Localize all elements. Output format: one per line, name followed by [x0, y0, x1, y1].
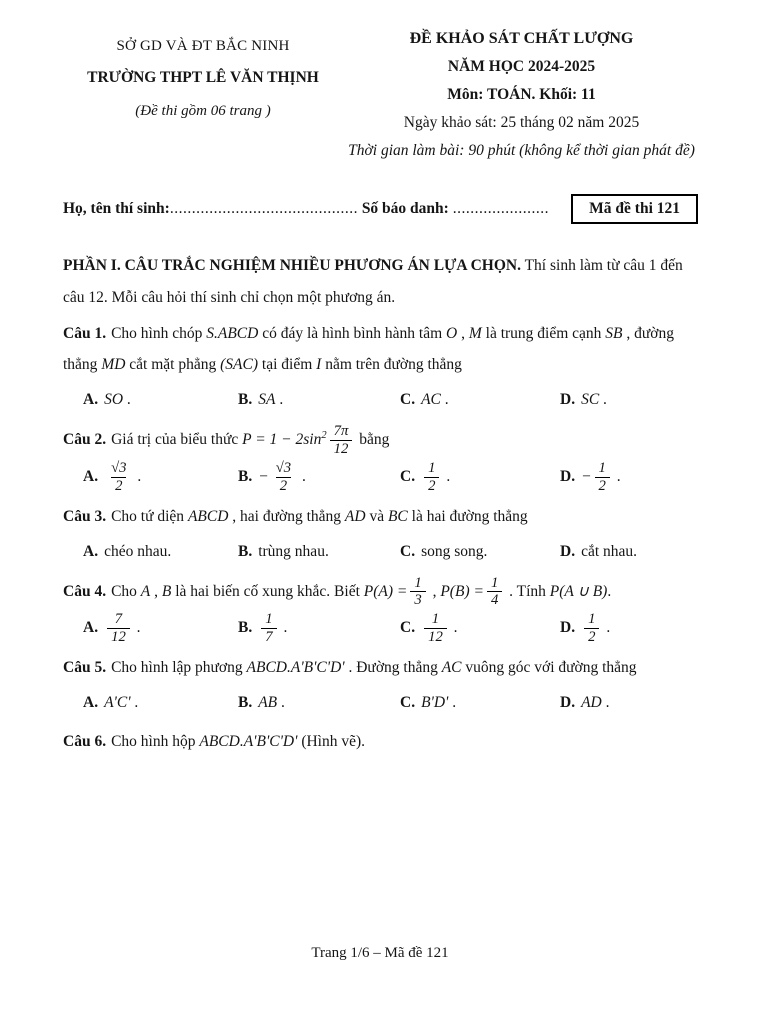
fraction: [595, 460, 610, 495]
fraction-numerator: 1: [598, 459, 606, 476]
fraction-denominator: 2: [276, 477, 291, 495]
math-segment: B: [161, 582, 172, 600]
text-segment: bằng: [355, 431, 390, 449]
fraction-numerator: 1: [414, 574, 422, 591]
answer-option: [560, 460, 700, 495]
text-segment: .: [298, 467, 306, 485]
fraction-denominator: 12: [107, 628, 130, 646]
answer-option-label: B.: [238, 619, 253, 637]
answer-option-label: C.: [400, 694, 416, 712]
question-5-options: [63, 686, 700, 720]
text-segment: .: [123, 391, 131, 409]
answer-option: [238, 537, 400, 566]
fraction-denominator: 7: [261, 628, 276, 646]
fraction-numerator: 1: [490, 574, 499, 591]
exam-header: [63, 30, 700, 160]
fraction: [584, 611, 599, 646]
text-segment: , đường thẳng: [63, 324, 674, 374]
answer-option-label: C.: [400, 467, 416, 485]
text-segment: .: [275, 391, 284, 409]
math-segment: S.ABCD: [206, 324, 259, 342]
math-segment: B'D': [421, 694, 449, 712]
answer-option-label: A.: [83, 542, 99, 560]
math-segment: ABCD.A'B'C'D': [246, 659, 345, 677]
answer-option-label: A.: [83, 467, 99, 485]
text-segment: .: [133, 467, 142, 485]
exam-duration: Thời gian làm bài: 90 phút (không kể thời gian phát đề): [348, 142, 695, 159]
answer-option: [400, 688, 560, 717]
math-segment: P(A) =: [363, 582, 408, 600]
candidate-info-row: [63, 194, 700, 224]
text-segment: Cho hình hộp: [111, 732, 200, 750]
text-segment: .: [448, 694, 457, 712]
answer-option: [238, 385, 400, 414]
exam-code-box: Mã đề thi 121: [571, 194, 698, 224]
question-6: [63, 726, 700, 758]
fraction-numerator: √3: [275, 459, 292, 476]
answer-option-label: D.: [560, 619, 576, 637]
header-school-block: [63, 30, 343, 160]
fraction: [487, 575, 502, 610]
question-3-options: [63, 535, 700, 569]
text-segment: Cho hình chóp: [111, 324, 207, 342]
fraction-denominator: 2: [424, 477, 439, 495]
fraction-numerator: 1: [588, 611, 596, 628]
text-segment: , hai đường thẳng: [228, 507, 345, 525]
fraction: [330, 423, 353, 458]
answer-option: [560, 611, 700, 646]
answer-option: [560, 385, 700, 414]
math-segment: (SAC): [220, 356, 259, 374]
text-segment: vuông góc với đường thẳng: [461, 659, 637, 677]
answer-option: [400, 385, 560, 414]
fraction-denominator: 3: [410, 591, 425, 609]
fraction: [424, 611, 447, 646]
text-segment: song song.: [421, 542, 488, 560]
math-segment: −: [581, 467, 592, 485]
fraction: [107, 460, 130, 495]
question-2-options: [63, 460, 700, 495]
text-segment: .: [612, 467, 621, 485]
question-label: Câu 2.: [63, 431, 107, 449]
answer-option-label: B.: [238, 694, 253, 712]
text-segment: .: [607, 582, 612, 600]
math-segment: ABCD.A'B'C'D': [199, 732, 298, 750]
candidate-fields: [63, 200, 549, 218]
answer-option-label: B.: [238, 391, 253, 409]
answer-option: [83, 688, 238, 717]
answer-option-label: C.: [400, 391, 416, 409]
fraction: [424, 460, 439, 495]
candidate-name-label: Họ, tên thí sinh:: [63, 200, 170, 217]
answer-option-label: A.: [83, 391, 99, 409]
question-3: [63, 501, 700, 533]
math-segment: P = 1 − 2sin: [242, 431, 322, 449]
text-segment: . Đường thẳng: [344, 659, 442, 677]
math-segment: P(B) =: [440, 582, 484, 600]
math-segment: P(A ∪ B): [549, 582, 608, 600]
answer-option: [560, 537, 700, 566]
answer-option-label: D.: [560, 467, 576, 485]
math-segment: AD: [344, 507, 366, 525]
superscript: 2: [321, 429, 327, 441]
fraction-numerator: 7: [114, 611, 123, 628]
question-label: Câu 1.: [63, 324, 107, 342]
fraction-denominator: 2: [595, 477, 610, 495]
questions-list: [63, 318, 700, 758]
answer-option-label: D.: [560, 694, 576, 712]
answer-option-label: C.: [400, 542, 416, 560]
math-segment: AC: [421, 391, 441, 409]
answer-option: [83, 385, 238, 414]
math-segment: AD: [581, 694, 602, 712]
candidate-number-label: Số báo danh:: [361, 200, 449, 217]
fraction: [261, 611, 276, 646]
math-segment: SB: [605, 324, 623, 342]
math-segment: AB: [258, 694, 278, 712]
math-segment: M: [468, 324, 482, 342]
answer-option-label: B.: [238, 542, 253, 560]
text-segment: tại điểm: [258, 356, 317, 374]
math-segment: A'C': [104, 694, 131, 712]
question-label: Câu 6.: [63, 732, 107, 750]
question-label: Câu 5.: [63, 659, 107, 677]
department-name: SỞ GD VÀ ĐT BẮC NINH: [116, 38, 290, 54]
page-count-note: (Đề thi gồm 06 trang ): [135, 103, 271, 119]
answer-option-label: D.: [560, 391, 576, 409]
exam-title: ĐỀ KHẢO SÁT CHẤT LƯỢNG: [409, 30, 634, 47]
math-segment: BC: [387, 507, 408, 525]
math-segment: ABCD: [187, 507, 229, 525]
answer-option: [400, 537, 560, 566]
answer-option: [400, 460, 560, 495]
question-label: Câu 4.: [63, 582, 107, 600]
math-segment: I: [316, 356, 322, 374]
fraction-numerator: 1: [428, 459, 436, 476]
text-segment: .: [279, 619, 288, 637]
text-segment: trùng nhau.: [258, 542, 329, 560]
question-4: [63, 575, 700, 610]
text-segment: Giá trị của biểu thức: [111, 431, 243, 449]
text-segment: Cho: [111, 582, 141, 600]
answer-option: [238, 611, 400, 646]
answer-option: [400, 611, 560, 646]
fraction-denominator: 2: [111, 477, 126, 495]
fraction-numerator: √3: [111, 459, 127, 476]
fraction-numerator: 1: [431, 611, 440, 628]
answer-option: [238, 460, 400, 495]
answer-option: [83, 611, 238, 646]
math-segment: O: [446, 324, 458, 342]
subject-grade: Môn: TOÁN. Khối: 11: [447, 86, 596, 103]
answer-option: [560, 688, 700, 717]
text-segment: .: [599, 391, 607, 409]
text-segment: .: [440, 391, 449, 409]
school-name: TRƯỜNG THPT LÊ VĂN THỊNH: [87, 69, 319, 86]
page-footer: Trang 1/6 – Mã đề 121: [311, 945, 449, 961]
text-segment: cắt nhau.: [581, 542, 638, 560]
text-segment: .: [277, 694, 285, 712]
math-segment: SO: [104, 391, 124, 409]
fraction-denominator: 12: [330, 440, 353, 458]
fraction: [272, 460, 295, 495]
candidate-number-dotted-line: ......................: [452, 200, 549, 217]
text-segment: . Tính: [505, 582, 550, 600]
question-label: Câu 3.: [63, 507, 107, 525]
text-segment: (Hình vẽ).: [297, 732, 366, 750]
text-segment: .: [602, 619, 611, 637]
text-segment: cắt mặt phẳng: [125, 356, 221, 374]
answer-option-label: C.: [400, 619, 416, 637]
text-segment: chéo nhau.: [104, 542, 172, 560]
fraction-denominator: 12: [424, 628, 447, 646]
section-title: PHẦN I. CÂU TRẮC NGHIỆM NHIỀU PHƯƠNG ÁN LỰA CHỌN.: [63, 257, 521, 274]
text-segment: .: [132, 619, 141, 637]
math-segment: AC: [441, 659, 462, 677]
math-segment: A: [140, 582, 151, 600]
answer-option: [83, 460, 238, 495]
question-4-options: [63, 611, 700, 646]
text-segment: Cho tứ diện: [111, 507, 188, 525]
candidate-name-dotted-line: ...........................................: [169, 200, 358, 217]
text-segment: .: [601, 694, 610, 712]
math-segment: SC: [581, 391, 600, 409]
math-segment: MD: [101, 356, 126, 374]
school-year: NĂM HỌC 2024-2025: [447, 58, 596, 75]
question-1: [63, 318, 700, 382]
answer-option: [238, 688, 400, 717]
text-segment: ,: [428, 582, 441, 600]
answer-option-label: A.: [83, 694, 99, 712]
question-5: [63, 652, 700, 684]
answer-option-label: B.: [238, 467, 253, 485]
text-segment: là trung điểm cạnh: [481, 324, 606, 342]
fraction-denominator: 4: [487, 591, 502, 609]
fraction-numerator: 7π: [333, 423, 349, 440]
fraction: [107, 611, 130, 646]
text-segment: .: [449, 619, 458, 637]
text-segment: ,: [457, 324, 469, 342]
fraction-numerator: 1: [265, 611, 273, 628]
question-1-options: [63, 383, 700, 417]
math-segment: SA: [258, 391, 276, 409]
text-segment: là hai đường thẳng: [407, 507, 528, 525]
header-exam-block: [343, 30, 700, 160]
section-heading: [63, 250, 700, 314]
fraction-denominator: 2: [584, 628, 599, 646]
answer-option-label: A.: [83, 619, 99, 637]
text-segment: .: [130, 694, 139, 712]
text-segment: là hai biến cố xung khắc. Biết: [171, 582, 364, 600]
section-instructions: Thí sinh làm từ câu 1 đến câu 12. Mỗi câu hỏi thí sinh chỉ chọn một phương án.: [63, 257, 683, 306]
math-segment: −: [258, 467, 269, 485]
answer-option-label: D.: [560, 542, 576, 560]
text-segment: .: [442, 467, 451, 485]
text-segment: có đáy là hình bình hành tâm: [258, 324, 447, 342]
answer-option: [83, 537, 238, 566]
text-segment: nằm trên đường thẳng: [321, 356, 462, 374]
question-2: [63, 423, 700, 458]
exam-date: Ngày khảo sát: 25 tháng 02 năm 2025: [403, 114, 640, 131]
text-segment: ,: [150, 582, 162, 600]
text-segment: và: [365, 507, 388, 525]
text-segment: Cho hình lập phương: [111, 659, 247, 677]
fraction: [410, 575, 425, 610]
